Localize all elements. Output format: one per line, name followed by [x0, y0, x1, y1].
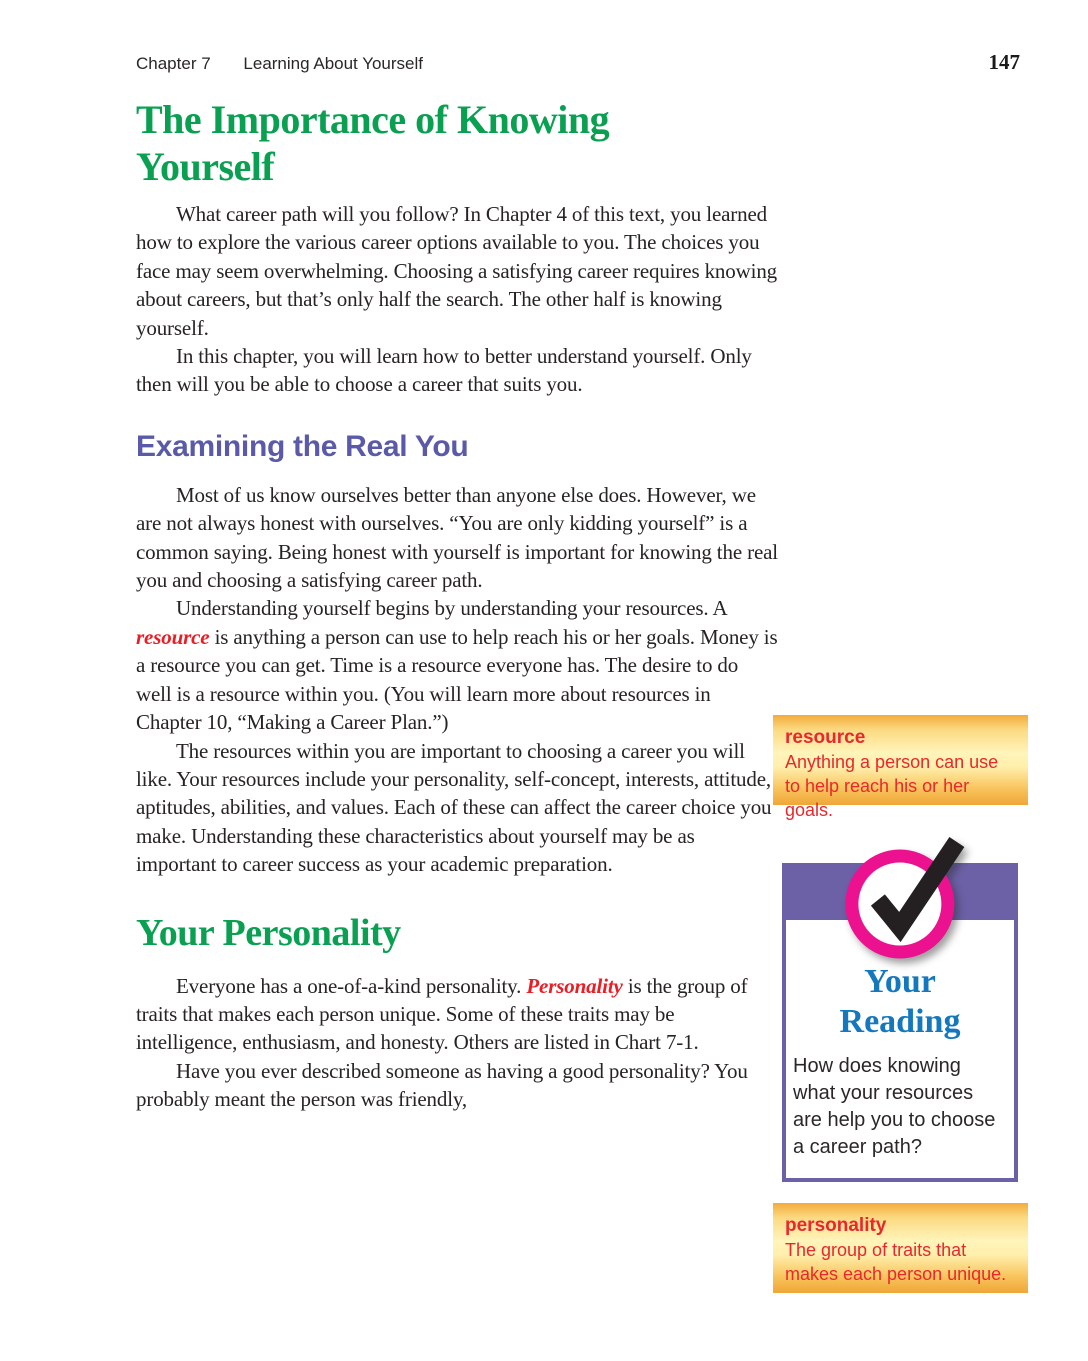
paragraph-text: is anything a person can use to help reach his or her goals. Money is a resource you can get. Time is a resource everyone has. The desire to do well is a resource within you. (You will learn more about resources in Chapter 10, “Making a Career Plan.”)	[136, 624, 778, 735]
paragraph: The resources within you are important to choosing a career you will like. Your resources include your personality, self-concept, interests, attitude, aptitudes, abilities, and values. Each of these can affect the career choice you make. Understanding these characteristics about yourself may be as important to career success as your academic preparation.	[136, 738, 772, 877]
subsection-heading-examining-the-real-you: Examining the Real You	[136, 429, 469, 463]
reading-title-line: Reading	[839, 1003, 961, 1040]
page-title-line: Yourself	[136, 144, 275, 189]
vocab-box-resource	[773, 715, 1028, 820]
paragraph-text: Understanding yourself begins by understanding your resources. A	[176, 596, 727, 621]
page-number: 147	[988, 50, 1020, 74]
reading-title-line: Your	[864, 963, 936, 1000]
checkmark-circle-icon	[844, 832, 966, 962]
running-head-left	[136, 54, 451, 74]
running-head	[136, 50, 1020, 75]
vocab-term: personality	[785, 1215, 887, 1236]
vocab-box-personality	[773, 1203, 1028, 1293]
vocab-term: resource	[785, 727, 866, 748]
paragraph-text: Everyone has a one-of-a-kind personality.	[176, 973, 527, 998]
section-heading-your-personality: Your Personality	[136, 911, 401, 954]
reading-box-question: How does knowing what your resources are help you to choose a career path?	[793, 1055, 996, 1158]
vocab-definition: The group of traits that makes each person unique.	[785, 1240, 1007, 1284]
chapter-label: Chapter 7	[136, 54, 211, 73]
page-title	[136, 96, 609, 190]
key-term-resource: resource	[136, 624, 210, 649]
paragraph	[136, 594, 778, 736]
paragraph: Have you ever described someone as having a good personality? You probably meant the person was friendly,	[136, 1058, 748, 1112]
paragraph: Most of us know ourselves better than anyone else does. However, we are not always honest with ourselves. “You are only kidding yourself” is a common saying. Being honest with yourself is important for knowing the real you and choosing a satisfying career path.	[136, 482, 778, 593]
main-text-column	[136, 200, 778, 1114]
your-reading-box	[782, 863, 1018, 1182]
page-title-line: The Importance of Knowing	[136, 97, 610, 142]
paragraph: What career path will you follow? In Chapter 4 of this text, you learned how to explore the various career options available to you. The choices you face may seem overwhelming. Choosing a satisfying career requires knowing about careers, but that’s only half the search. The other half is knowing yourself.	[136, 202, 778, 340]
chapter-title: Learning About Yourself	[243, 54, 424, 73]
reading-box-title	[782, 962, 1018, 1042]
vocab-definition: Anything a person can use to help reach his or her goals.	[785, 752, 999, 820]
paragraph: In this chapter, you will learn how to better understand yourself. Only then will you be able to choose a career that suits you.	[136, 344, 752, 397]
paragraph-text: is the group of traits that makes each person unique. Some of these traits may be intelligence, enthusiasm, and honesty. Others are listed in Chart 7-1.	[136, 973, 748, 1055]
paragraph	[136, 972, 778, 1057]
key-term-personality: Personality	[526, 973, 623, 998]
